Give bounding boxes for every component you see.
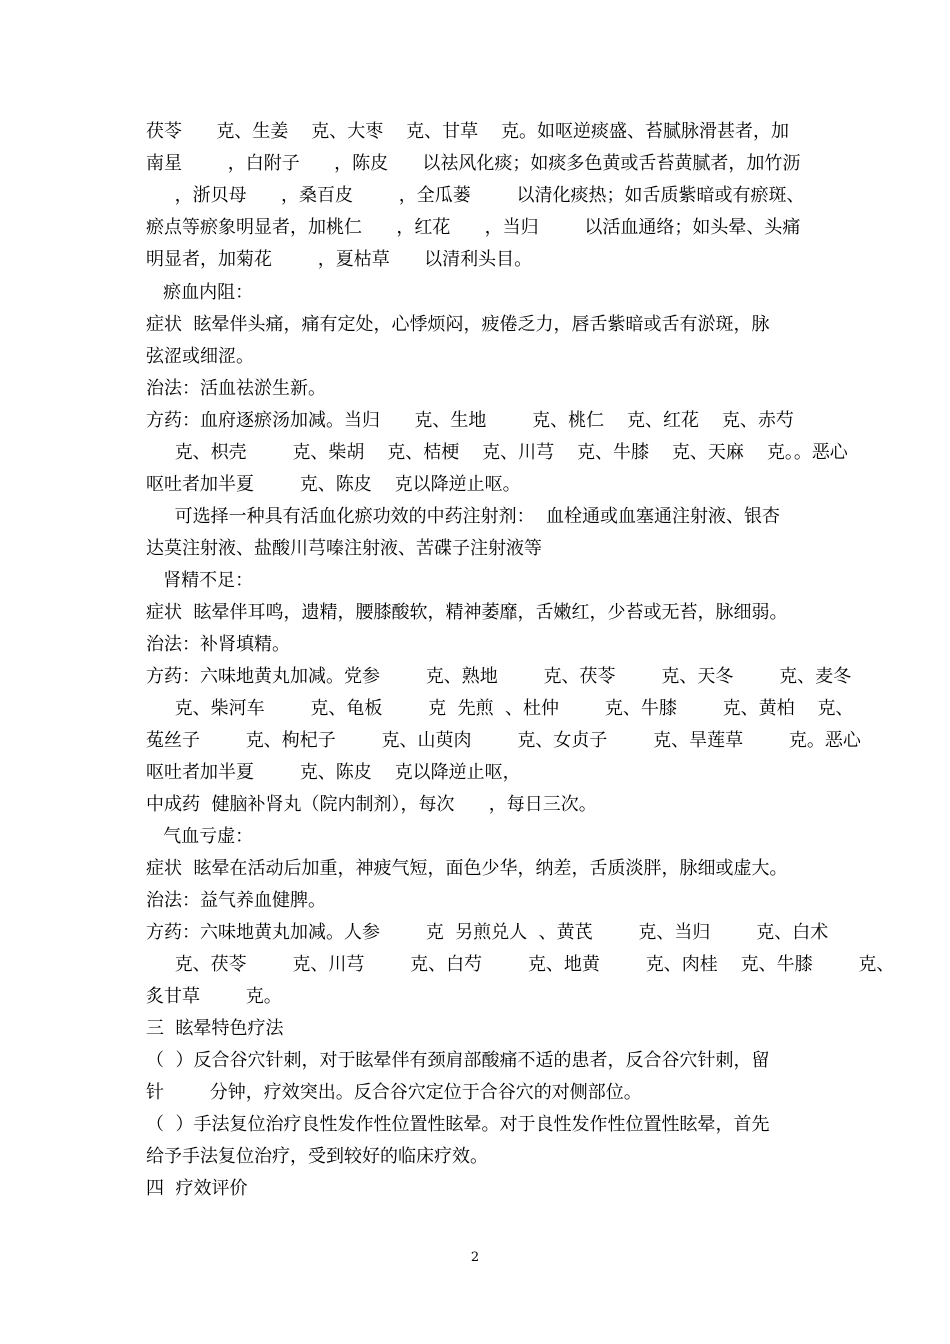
text-line: 给予手法复位治疗，受到较好的临床疗效。 [146, 1146, 488, 1167]
text-line: 炙甘草 克。 [146, 986, 282, 1007]
text-line: 南星 ，白附子 ，陈皮 以祛风化痰；如痰多色黄或舌苔黄腻者，加竹沥 [146, 153, 801, 174]
text-line: 治法：益气养血健脾。 [146, 890, 326, 911]
section-heading: 四 疗效评价 [146, 1178, 248, 1199]
text-line: 方药：六味地黄丸加减。人参 克 另煎兑人 、黄芪 克、当归 克、白术 [146, 922, 829, 943]
text-line: 中成药 健脑补肾丸（院内制剂），每次 ，每日三次。 [146, 794, 597, 815]
text-line: ，浙贝母 ，桑百皮 ，全瓜蒌 以清化痰热；如舌质紫暗或有瘀斑、 [146, 185, 805, 206]
section-heading: 瘀血内阻： [146, 282, 254, 303]
section-heading: 三 眩晕特色疗法 [146, 1018, 284, 1039]
text-line: 治法：活血祛淤生新。 [146, 378, 326, 399]
page-number: 2 [470, 1250, 480, 1265]
text-line: 茯苓 克、生姜 克、大枣 克、甘草 克。如呕逆痰盛、苔腻脉滑甚者，加 [146, 121, 789, 142]
text-line: 瘀点等瘀象明显者，加桃仁 ，红花 ，当归 以活血通络；如头晕、头痛 [146, 217, 801, 238]
text-line: 克、柴河车 克、龟板 克 先煎 、杜仲 克、牛膝 克、黄柏 克、 [146, 698, 854, 719]
text-line: 呕吐者加半夏 克、陈皮 克以降逆止呕。 [146, 474, 521, 495]
text-line: 治法：补肾填精。 [146, 634, 290, 655]
text-line: 克、茯苓 克、川芎 克、白芍 克、地黄 克、肉桂 克、牛膝 克、 [146, 954, 895, 975]
text-line: （ ）反合谷穴针刺，对于眩晕伴有颈肩部酸痛不适的患者，反合谷穴针刺，留 [146, 1050, 770, 1071]
text-line: 明显者，加菊花 ，夏枯草 以清利头目。 [146, 249, 533, 270]
section-heading: 肾精不足： [146, 570, 254, 591]
text-line: 弦涩或细涩。 [146, 346, 254, 367]
text-line: 症状 眩晕伴头痛，痛有定处，心悸烦闷，疲倦乏力，唇舌紫暗或舌有淤斑，脉 [146, 314, 770, 335]
text-line: 方药：血府逐瘀汤加减。当归 克、生地 克、桃仁 克、红花 克、赤芍 [146, 410, 794, 431]
text-line: 菟丝子 克、枸杞子 克、山萸肉 克、女贞子 克、旱莲草 克。恶心 [146, 730, 861, 751]
text-line: 可选择一种具有活血化瘀功效的中药注射剂： 血栓通或血塞通注射液、银杏 [146, 506, 781, 527]
text-line: （ ）手法复位治疗良性发作性位置性眩晕。对于良性发作性位置性眩晕，首先 [146, 1114, 770, 1135]
text-line: 呕吐者加半夏 克、陈皮 克以降逆止呕， [146, 762, 521, 783]
text-line: 症状 眩晕在活动后加重，神疲气短，面色少华，纳差，舌质淡胖，脉细或虚大。 [146, 858, 788, 879]
text-line: 达莫注射液、盐酸川芎嗪注射液、苦碟子注射液等 [146, 538, 542, 559]
section-heading: 气血亏虚： [146, 826, 254, 847]
text-line: 症状 眩晕伴耳鸣，遗精，腰膝酸软，精神萎靡，舌嫩红，少苔或无苔，脉细弱。 [146, 602, 788, 623]
text-line: 克、枳壳 克、柴胡 克、桔梗 克、川芎 克、牛膝 克、天麻 克。。恶心 [146, 442, 848, 463]
text-line: 针 分钟，疗效突出。反合谷穴定位于合谷穴的对侧部位。 [146, 1082, 642, 1103]
text-line: 方药：六味地黄丸加减。党参 克、熟地 克、茯苓 克、天冬 克、麦冬 [146, 666, 852, 687]
